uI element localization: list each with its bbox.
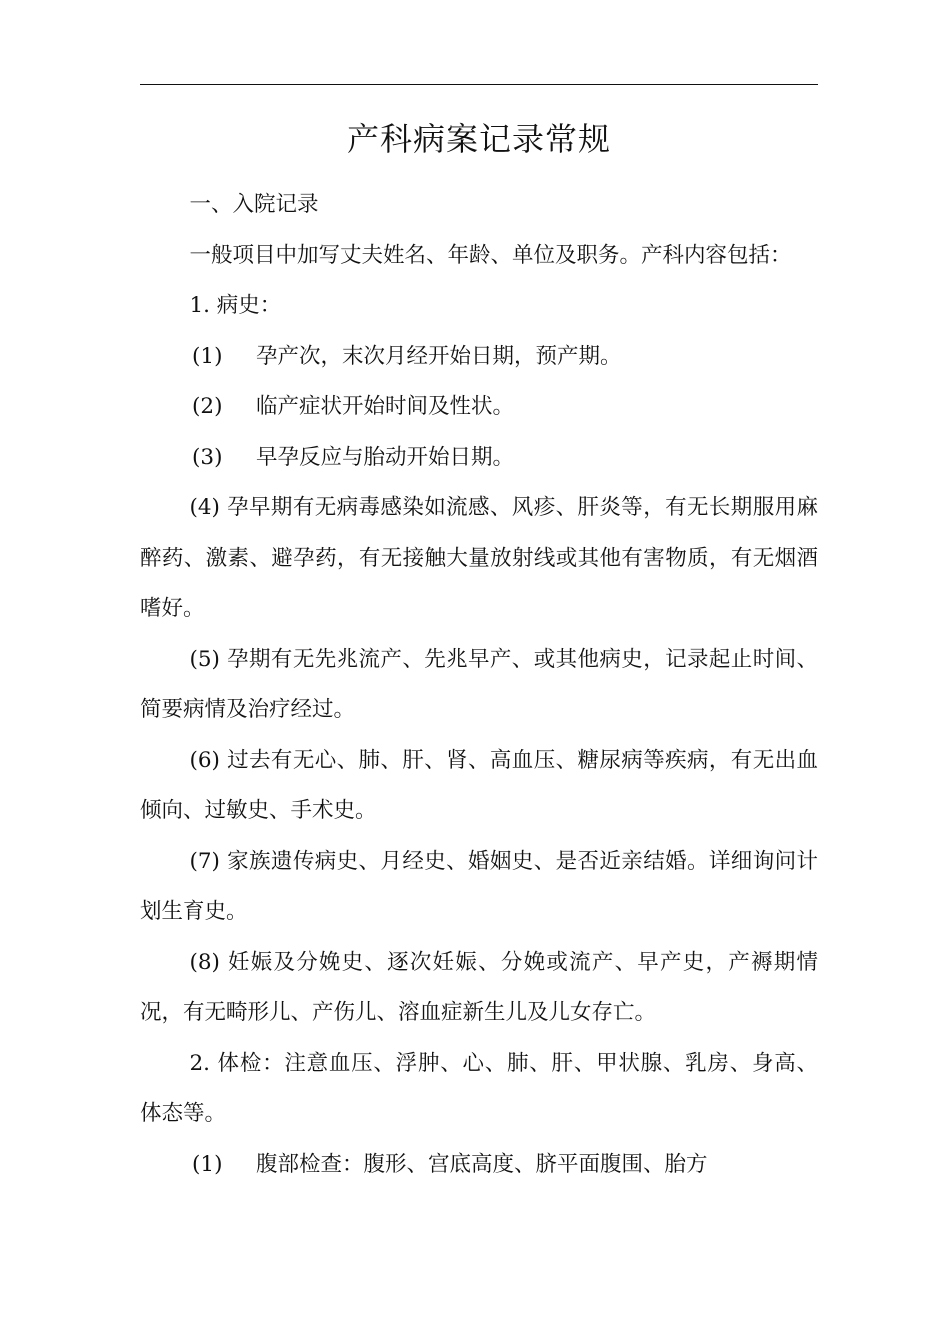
item-number: (1) — [192, 343, 223, 369]
history-item-1 — [140, 332, 818, 383]
history-paragraph-4: (4) 孕早期有无病毒感染如流感、风疹、肝炎等，有无长期服用麻醉药、激素、避孕药，有无接触大量放射线或其他有害物质，有无烟酒嗜好。 — [140, 495, 818, 621]
document-page — [140, 0, 818, 1344]
history-heading: 1. 病史： — [189, 293, 282, 318]
history-item-2 — [140, 382, 818, 433]
history-paragraph-7: (7) 家族遗传病史、月经史、婚姻史、是否近亲结婚。详细询问计划生育史。 — [140, 848, 818, 924]
history-paragraph-5: (5) 孕期有无先兆流产、先兆早产、或其他病史，记录起止时间、简要病情及治疗经过。 — [140, 646, 818, 722]
section-heading: 一、入院记录 — [189, 192, 319, 217]
exam-item-1 — [140, 1140, 818, 1191]
header-rule — [140, 84, 818, 85]
item-number: (1) — [192, 1151, 223, 1177]
item-number: (2) — [192, 394, 223, 419]
document-body — [140, 180, 818, 1190]
history-paragraph-8: (8) 妊娠及分娩史、逐次妊娠、分娩或流产、早产史，产褥期情况，有无畸形儿、产伤儿、溶血症新生儿及儿女存亡。 — [140, 949, 818, 1025]
item-text: 孕产次，末次月经开始日期，预产期。 — [256, 343, 622, 369]
document-title: 产科病案记录常规 — [346, 120, 611, 158]
intro-paragraph: 一般项目中加写丈夫姓名、年龄、单位及职务。产科内容包括： — [189, 242, 792, 268]
exam-paragraph: 2. 体检：注意血压、浮肿、心、肺、肝、甲状腺、乳房、身高、体态等。 — [140, 1050, 818, 1126]
item-text: 临产症状开始时间及性状。 — [256, 394, 515, 419]
history-paragraph-6: (6) 过去有无心、肺、肝、肾、高血压、糖尿病等疾病，有无出血倾向、过敏史、手术史。 — [140, 747, 818, 823]
item-text: 早孕反应与胎动开始日期。 — [256, 444, 515, 470]
item-number: (3) — [192, 444, 223, 470]
item-text: 腹部检查：腹形、宫底高度、脐平面腹围、胎方 — [256, 1151, 708, 1177]
history-item-3 — [140, 433, 818, 484]
